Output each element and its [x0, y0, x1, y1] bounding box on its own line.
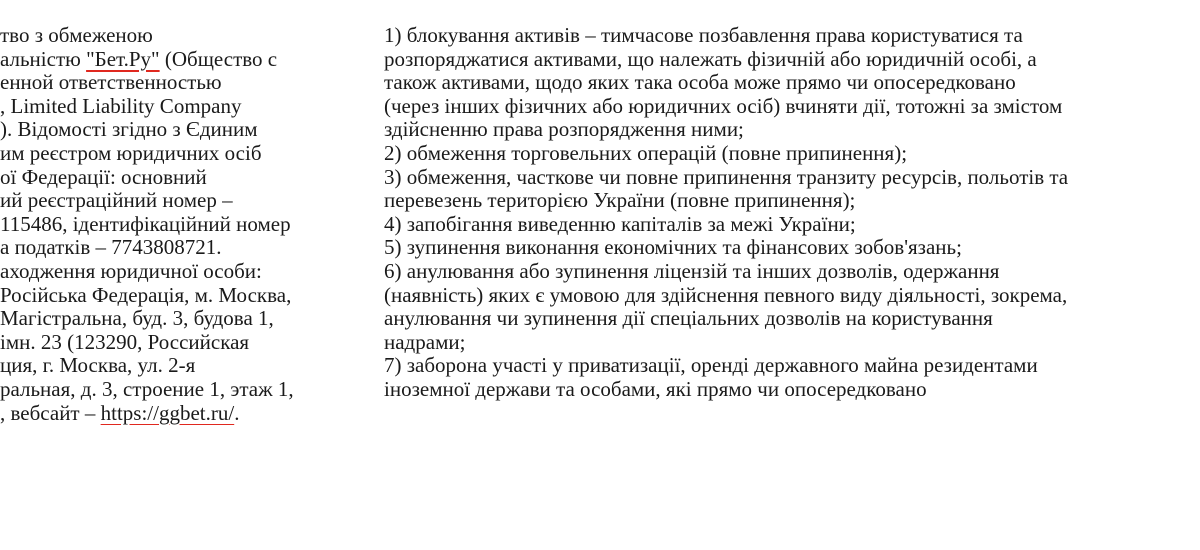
- right-line: іноземної держави та особами, які прямо чи опосередковано: [384, 376, 927, 401]
- right-line: (наявність) яких є умовою для здійснення певного виду діяльності, зокрема,: [384, 282, 1068, 307]
- right-line: розпоряджатися активами, що належать фізичній або юридичній особі, а: [384, 46, 1037, 71]
- right-line: надрами;: [384, 329, 466, 354]
- left-line: Магістральна, буд. 3, будова 1,: [0, 306, 274, 331]
- left-line: ция, г. Москва, ул. 2-я: [0, 353, 196, 378]
- left-line-text: альністю: [0, 46, 87, 71]
- left-line: ий реєстраційний номер –: [0, 188, 233, 213]
- left-line-text: (Общество с: [159, 46, 278, 71]
- left-column: [0, 24, 370, 425]
- left-line: імн. 23 (123290, Российская: [0, 329, 250, 354]
- right-line: перевезень територією України (повне припинення);: [384, 188, 856, 213]
- left-line: ). Відомості згідно з Єдиним: [0, 117, 258, 142]
- left-line: 115486, ідентифікаційний номер: [0, 211, 291, 236]
- left-line: Російська Федерація, м. Москва,: [0, 282, 292, 307]
- right-line: анулювання чи зупинення дії спеціальних дозволів на користування: [384, 306, 993, 331]
- left-line: , Limited Liability Company: [0, 93, 242, 118]
- right-line: 6) анулювання або зупинення ліцензій та інших дозволів, одержання: [384, 258, 1000, 283]
- right-line: 4) запобігання виведенню капіталів за межі України;: [384, 211, 856, 236]
- right-line: 2) обмеження торговельних операцій (повне припинення);: [384, 140, 908, 165]
- left-line: ральная, д. 3, строение 1, этаж 1,: [0, 376, 294, 401]
- right-line: (через інших фізичних або юридичних осіб) вчиняти дії, тотожні за змістом: [384, 93, 1063, 118]
- right-line: 7) заборона участі у приватизації, оренді державного майна резидентами: [384, 353, 1038, 378]
- left-line: енной ответственностью: [0, 70, 222, 95]
- left-line: тво з обмеженою: [0, 24, 153, 47]
- right-line: також активами, щодо яких така особа може прямо чи опосередковано: [384, 70, 1016, 95]
- right-line: 1) блокування активів – тимчасове позбавлення права користуватися та: [384, 24, 1023, 47]
- left-line: [0, 48, 370, 72]
- left-line: им реєстром юридичних осіб: [0, 140, 262, 165]
- company-name-highlight: "Бет.Ру": [86, 46, 160, 71]
- left-line: аходження юридичної особи:: [0, 258, 262, 283]
- left-line: ої Федерації: основний: [0, 164, 207, 189]
- left-line-text: .: [234, 400, 240, 425]
- left-line: а податків – 7743808721.: [0, 235, 222, 260]
- left-line: [0, 402, 370, 426]
- left-line-text: , вебсайт –: [0, 400, 101, 425]
- right-line: здійсненню права розпорядження ними;: [384, 117, 744, 142]
- right-column: [384, 24, 1200, 402]
- right-line: 3) обмеження, часткове чи повне припинення транзиту ресурсів, польотів та: [384, 164, 1069, 189]
- right-line: 5) зупинення виконання економічних та фінансових зобов'язань;: [384, 235, 962, 260]
- website-link-highlight[interactable]: https://ggbet.ru/: [100, 400, 235, 425]
